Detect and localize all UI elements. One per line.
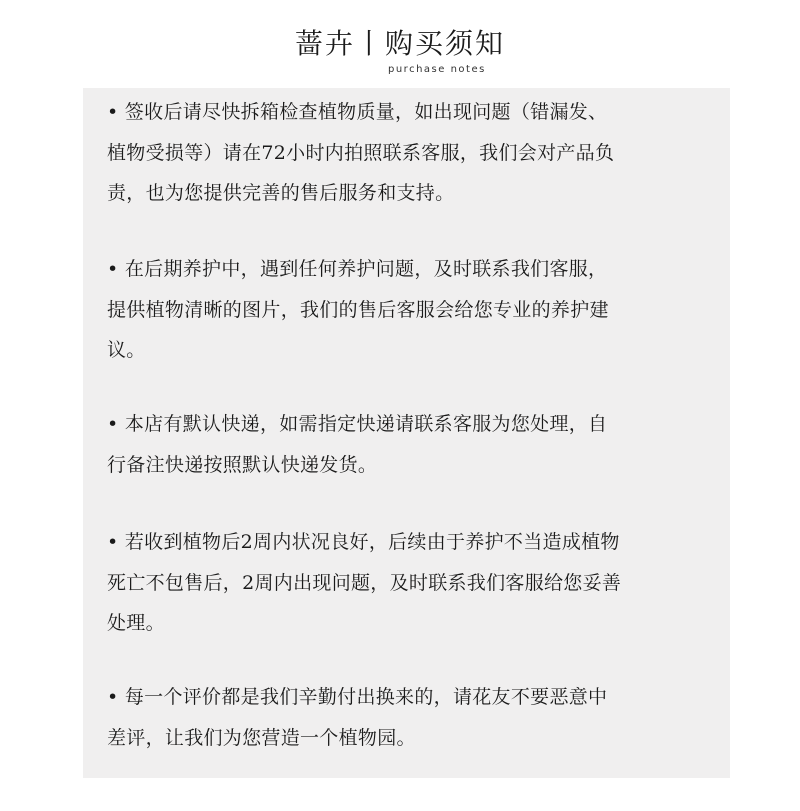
note-line: 责，也为您提供完善的售后服务和支持。 <box>107 182 455 204</box>
note-line: • 每一个评价都是我们辛勤付出换来的，请花友不要恶意中 <box>107 686 608 708</box>
note-item <box>107 522 707 644</box>
note-line: 议。 <box>107 339 146 361</box>
note-line: • 签收后请尽快拆箱检查植物质量，如出现问题（错漏发、 <box>107 101 608 123</box>
note-line: • 本店有默认快递，如需指定快递请联系客服为您处理，自 <box>107 413 608 435</box>
note-item <box>107 92 707 214</box>
note-line: 植物受损等）请在72小时内拍照联系客服，我们会对产品负 <box>107 141 615 164</box>
note-line: • 若收到植物后2周内状况良好，后续由于养护不当造成植物 <box>107 531 620 553</box>
notes-panel <box>83 88 730 778</box>
page-subtitle: purchase notes <box>388 64 486 75</box>
note-line: • 在后期养护中，遇到任何养护问题，及时联系我们客服， <box>107 258 608 280</box>
note-line: 提供植物清晰的图片，我们的售后客服会给您专业的养护建 <box>107 298 609 321</box>
note-line: 差评，让我们为您营造一个植物园。 <box>107 726 416 749</box>
note-line: 处理。 <box>107 612 165 634</box>
page-title: 蔷卉丨购买须知 <box>294 27 505 60</box>
note-line: 行备注快递按照默认快递发货。 <box>107 453 378 476</box>
note-line: 死亡不包售后，2周内出现问题，及时联系我们客服给您妥善 <box>107 571 622 594</box>
note-item <box>107 677 707 758</box>
note-item <box>107 404 707 485</box>
header <box>0 0 800 88</box>
note-item <box>107 249 707 371</box>
